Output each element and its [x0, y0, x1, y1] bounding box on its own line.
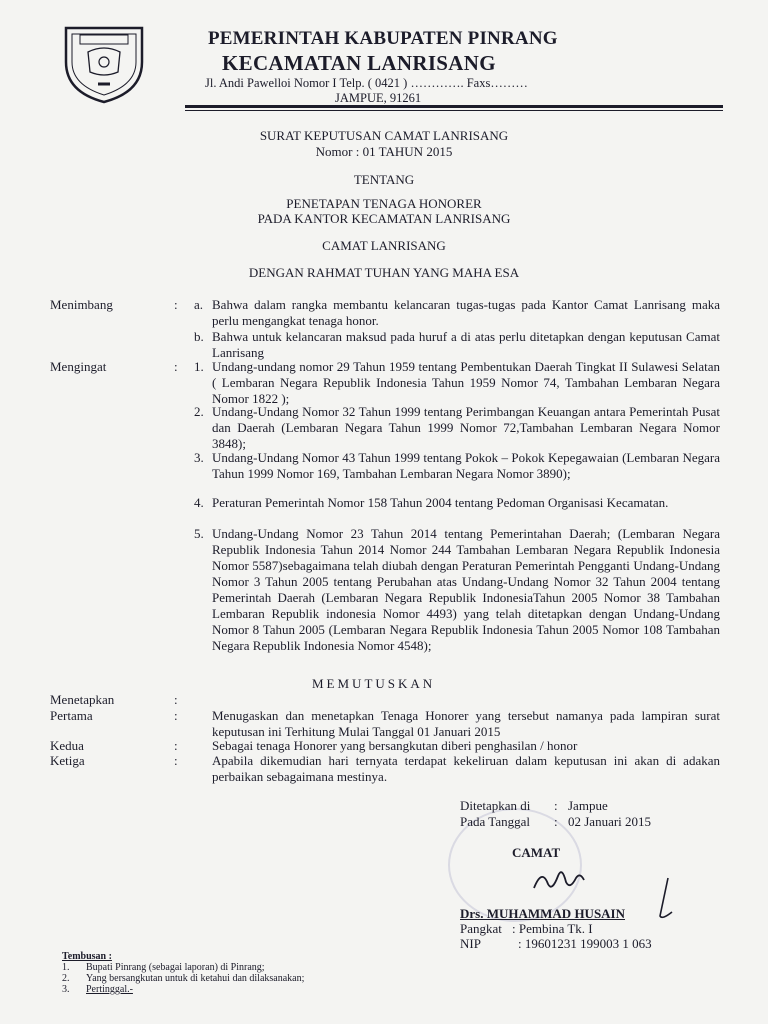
mengingat-mark-4: 4. [194, 495, 204, 510]
pertama-colon: : [174, 708, 178, 723]
letterhead-address: Jl. Andi Pawelloi Nomor I Telp. ( 0421 ) …………. Faxs……… [205, 76, 528, 90]
date-value: 02 Januari 2015 [568, 814, 652, 829]
ketiga-label: Ketiga [50, 753, 85, 768]
mengingat-item-1: Undang-undang nomor 29 Tahun 1959 tentang Pembentukan Daerah Tingkat II Sulawesi Selatan ( Lembaran Negara Republik Indonesia Tahun 1959 Nomor 74, Tambahan Lembaran Negara Nomor 1822 ); [212, 359, 720, 406]
tembusan-item-3: Pertinggal.- [86, 984, 133, 995]
mengingat-mark-5: 5. [194, 526, 204, 541]
menimbang-item-b: Bahwa untuk kelancaran maksud pada huruf a di atas perlu ditetapkan dengan keputusan Camat Lanrisang [212, 329, 720, 360]
rank-value: : Pembina Tk. I [512, 921, 593, 936]
ketiga-text: Apabila dikemudian hari ternyata terdapat kekeliruan dalam keputusan ini akan di adakan perbaikan sebagaimana mestinya. [212, 753, 720, 784]
pertama-text: Menugaskan dan menetapkan Tenaga Honorer yang tersebut namanya pada lampiran surat keputusan ini Terhitung Mulai Tanggal 01 Januari 2015 [212, 708, 720, 739]
date-label: Pada Tanggal [460, 814, 530, 829]
mengingat-item-4: Peraturan Pemerintah Nomor 158 Tahun 2004 tentang Pedoman Organisasi Kecamatan. [212, 495, 669, 510]
menimbang-mark-b: b. [194, 329, 204, 344]
letterhead-rule-thick [185, 105, 723, 108]
letterhead-government: PEMERINTAH KABUPATEN PINRANG [208, 28, 558, 49]
memutuskan-heading: MEMUTUSKAN [312, 676, 436, 691]
tentang-heading: TENTANG [353, 172, 415, 187]
mengingat-mark-1: 1. [194, 359, 204, 374]
tembusan-mark-1: 1. [62, 962, 70, 973]
menimbang-colon: : [174, 297, 178, 312]
nip-label: NIP [460, 936, 481, 951]
menimbang-label: Menimbang [50, 297, 113, 312]
place-label: Ditetapkan di [460, 798, 531, 813]
subject-line-2: PADA KANTOR KECAMATAN LANRISANG [257, 211, 511, 226]
menimbang-mark-a: a. [194, 297, 204, 312]
pertama-label: Pertama [50, 708, 93, 723]
place-value: Jampue [568, 798, 608, 813]
kedua-text: Sebagai tenaga Honorer yang bersangkutan diberi penghasilan / honor [212, 738, 578, 753]
rank-label: Pangkat [460, 921, 502, 936]
mengingat-mark-2: 2. [194, 404, 204, 419]
mengingat-item-5: Undang-Undang Nomor 23 Tahun 2014 tentang Pemerintahan Daerah; (Lembaran Negara Republik Indonesia Tahun 2014 Nomor 244 Tambahan Lembaran Negara Republik Indonesia Nomor 5587)sebagaimana telah diubah dengan Peraturan Pemerintah Pengganti Undang-Undang Nomor 3 Tahun 2005 tentang Perubahan atas Undang-Undang Nomor 32 Tahun 2004 tentang Pemerintah Daerah (Lembaran Negara Republik IndonesiaTahun 2005 Nomor 38 Tambahan Lembaran Republik indonesia Nomor 4493) yang telah ditetapkan dengan Undang-Undang Nomor 8 Tahun 2005 (Lembaran Negara Republik Indonesia Tahun 2005 Nomor 108 Tambahan Negara Republik Indonesia Nomor 4548); [212, 526, 720, 653]
date-colon: : [554, 814, 558, 829]
tembusan-mark-3: 3. [62, 984, 70, 995]
tembusan-mark-2: 2. [62, 973, 70, 984]
nip-value: : 19601231 199003 1 063 [518, 936, 652, 951]
signatory-name: Drs. MUHAMMAD HUSAIN [460, 906, 626, 921]
regency-emblem-logo [58, 22, 150, 104]
subject-line-1: PENETAPAN TENAGA HONORER [286, 196, 482, 211]
ketiga-colon: : [174, 753, 178, 768]
letterhead-rule-thin [185, 110, 723, 111]
signatory-position: CAMAT [512, 845, 561, 860]
mengingat-colon: : [174, 359, 178, 374]
invocation: DENGAN RAHMAT TUHAN YANG MAHA ESA [248, 265, 520, 280]
handwritten-signature [530, 862, 610, 896]
menetapkan-label: Menetapkan [50, 692, 115, 707]
menetapkan-colon: : [174, 692, 178, 707]
signature-flourish [650, 876, 676, 920]
decree-title: SURAT KEPUTUSAN CAMAT LANRISANG [259, 128, 509, 143]
menimbang-item-a: Bahwa dalam rangka membantu kelancaran tugas-tugas pada Kantor Camat Lanrisang maka perlu mengangkat tenaga honor. [212, 297, 720, 328]
letterhead-district: KECAMATAN LANRISANG [222, 51, 496, 75]
mengingat-item-2: Undang-Undang Nomor 32 Tahun 1999 tentang Perimbangan Keuangan antara Pemerintah Pusat dan Daerah (Lembaran Negara Tahun 1999 Nomor 72,Tambahan Lembaran Negara Nomor 3848); [212, 404, 720, 451]
place-colon: : [554, 798, 558, 813]
kedua-label: Kedua [50, 738, 84, 753]
mengingat-item-3: Undang-Undang Nomor 43 Tahun 1999 tentang Pokok – Pokok Kepegawaian (Lembaran Negara Tahun 1999 Nomor 169, Tambahan Lembaran Negara Nomor 3890); [212, 450, 720, 481]
letterhead-city: JAMPUE, 91261 [335, 91, 422, 105]
tembusan-item-2: Yang bersangkutan untuk di ketahui dan dilaksanakan; [86, 973, 305, 984]
tembusan-item-1: Bupati Pinrang (sebagai laporan) di Pinrang; [86, 962, 265, 973]
mengingat-mark-3: 3. [194, 450, 204, 465]
authority-heading: CAMAT LANRISANG [322, 238, 446, 253]
kedua-colon: : [174, 738, 178, 753]
decree-number: Nomor : 01 TAHUN 2015 [315, 144, 453, 159]
mengingat-label: Mengingat [50, 359, 107, 374]
tembusan-heading: Tembusan : [62, 951, 112, 962]
